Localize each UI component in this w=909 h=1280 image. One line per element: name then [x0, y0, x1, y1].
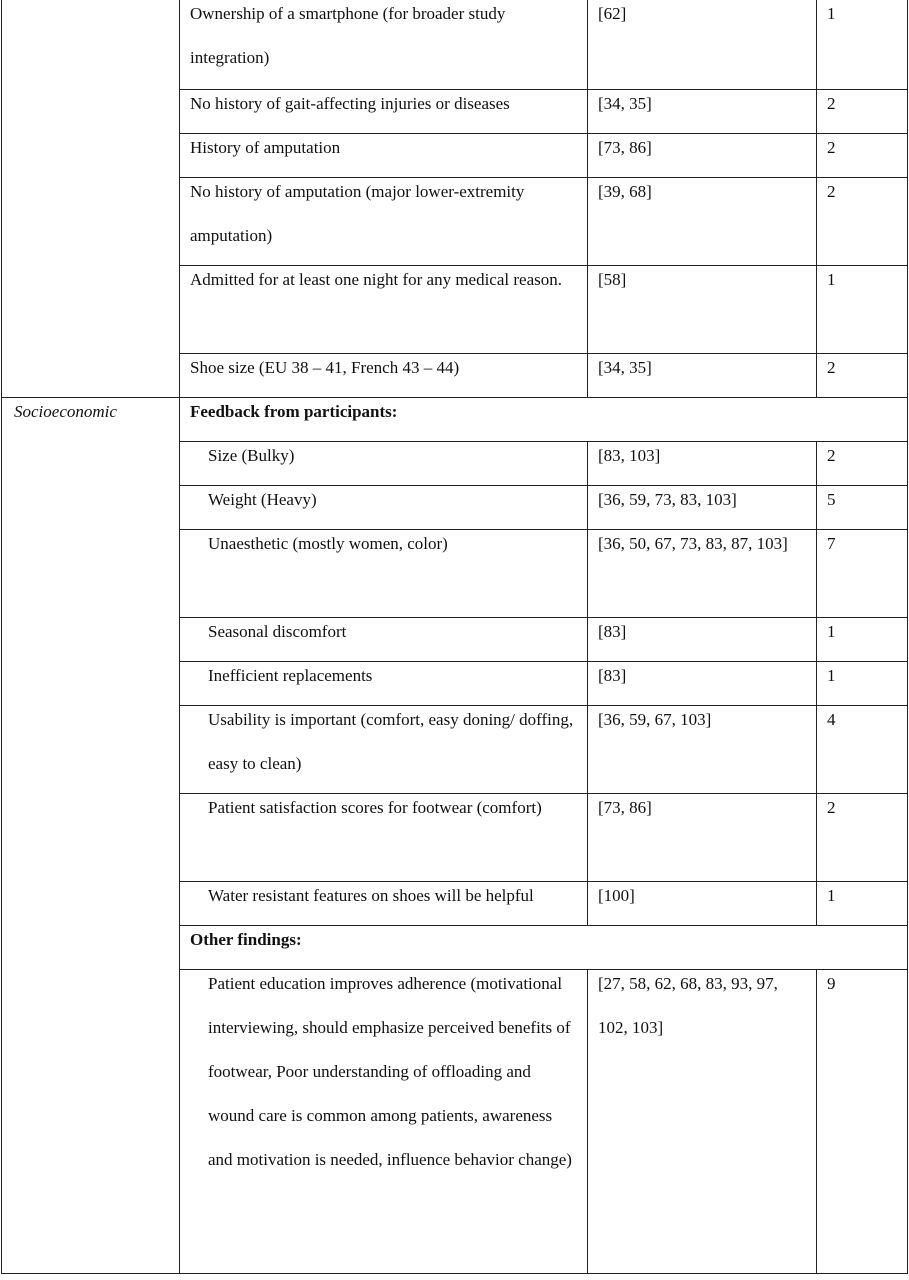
count-cell: 2	[817, 354, 908, 398]
reference-cell: [73, 86]	[588, 794, 817, 882]
section-heading-other: Other findings:	[180, 926, 908, 970]
reference-cell: [73, 86]	[588, 134, 817, 178]
count-cell: 1	[817, 662, 908, 706]
reference-cell: [83]	[588, 662, 817, 706]
count-cell: 1	[817, 0, 908, 90]
group-label-cell	[2, 0, 180, 398]
count-cell: 7	[817, 530, 908, 618]
reference-cell: [62]	[588, 0, 817, 90]
count-cell: 1	[817, 266, 908, 354]
reference-cell: [83, 103]	[588, 442, 817, 486]
criterion-cell: Ownership of a smartphone (for broader study integration)	[180, 0, 588, 90]
count-cell: 1	[817, 882, 908, 926]
group-label-cell	[2, 398, 180, 1274]
criterion-cell: No history of gait-affecting injuries or diseases	[180, 90, 588, 134]
criterion-cell: Size (Bulky)	[180, 442, 588, 486]
reference-cell: [27, 58, 62, 68, 83, 93, 97, 102, 103]	[588, 970, 817, 1274]
criterion-cell: Weight (Heavy)	[180, 486, 588, 530]
count-cell: 1	[817, 618, 908, 662]
count-cell: 2	[817, 794, 908, 882]
criterion-cell: Admitted for at least one night for any medical reason.	[180, 266, 588, 354]
count-cell: 2	[817, 90, 908, 134]
reference-cell: [36, 59, 73, 83, 103]	[588, 486, 817, 530]
count-cell: 2	[817, 442, 908, 486]
criterion-cell: No history of amputation (major lower-extremity amputation)	[180, 178, 588, 266]
reference-cell: [39, 68]	[588, 178, 817, 266]
table-row	[2, 0, 908, 90]
reference-cell: [36, 59, 67, 103]	[588, 706, 817, 794]
group-label-socioeconomic: Socioeconomic	[14, 402, 117, 421]
criterion-cell: Water resistant features on shoes will be helpful	[180, 882, 588, 926]
criterion-cell: Patient satisfaction scores for footwear (comfort)	[180, 794, 588, 882]
criteria-table	[1, 0, 908, 1274]
section-heading-feedback: Feedback from participants:	[180, 398, 908, 442]
criterion-cell: History of amputation	[180, 134, 588, 178]
reference-cell: [83]	[588, 618, 817, 662]
count-cell: 9	[817, 970, 908, 1274]
reference-cell: [100]	[588, 882, 817, 926]
criterion-cell: Seasonal discomfort	[180, 618, 588, 662]
count-cell: 2	[817, 178, 908, 266]
reference-cell: [36, 50, 67, 73, 83, 87, 103]	[588, 530, 817, 618]
reference-cell: [34, 35]	[588, 90, 817, 134]
count-cell: 4	[817, 706, 908, 794]
criterion-cell: Patient education improves adherence (motivational interviewing, should emphasize perceived benefits of footwear, Poor understanding of offloading and wound care is common among patients, awareness and motivation is needed, influence behavior change)	[180, 970, 588, 1274]
criterion-cell: Shoe size (EU 38 – 41, French 43 – 44)	[180, 354, 588, 398]
criterion-cell: Unaesthetic (mostly women, color)	[180, 530, 588, 618]
reference-cell: [34, 35]	[588, 354, 817, 398]
count-cell: 5	[817, 486, 908, 530]
count-cell: 2	[817, 134, 908, 178]
criterion-cell: Usability is important (comfort, easy doning/ doffing, easy to clean)	[180, 706, 588, 794]
reference-cell: [58]	[588, 266, 817, 354]
criterion-cell: Inefficient replacements	[180, 662, 588, 706]
